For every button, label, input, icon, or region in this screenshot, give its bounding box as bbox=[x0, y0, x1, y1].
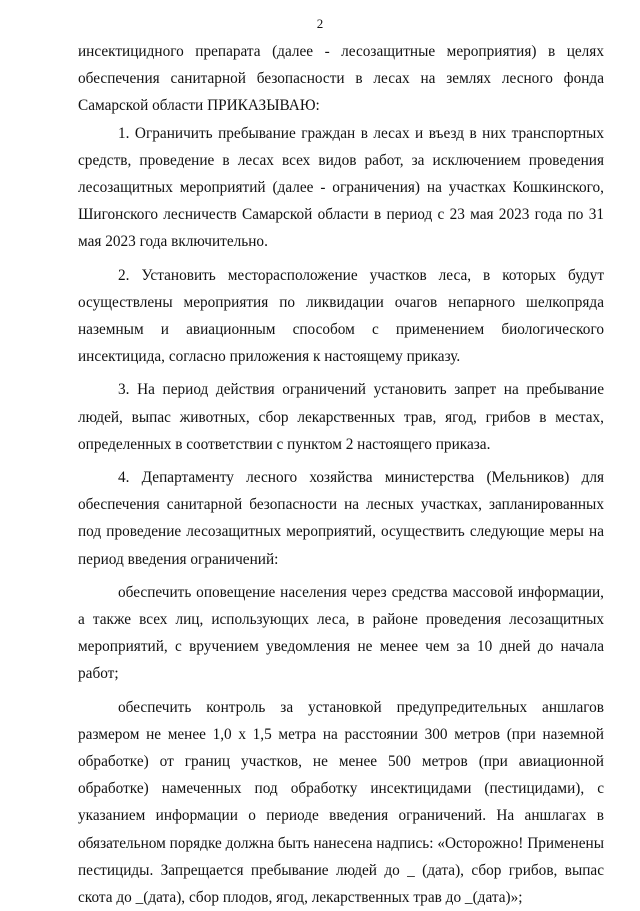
paragraph-measure-notification: обеспечить оповещение населения через средства массовой информации, а также всех лиц, использующих леса, в районе проведения лесозащитных мероприятий, с вручением уведомления не менее чем за 10 дней до начала работ; bbox=[78, 583, 604, 683]
document-body bbox=[78, 38, 604, 911]
paragraph-item-2: 2. Установить месторасположение участков леса, в которых будут осуществлены мероприятия по ликвидации очагов непарного шелкопряда наземным и авиационным способом с применением биологического инсектицида, согласно приложения к настоящему приказу. bbox=[78, 266, 604, 366]
paragraph-item-1: 1. Ограничить пребывание граждан в лесах и въезд в них транспортных средств, проведение в лесах всех видов работ, за исключением проведения лесозащитных мероприятий (далее - ограничения) на участках Кошкинского, Шигонского лесничеств Самарской области в период с 23 мая 2023 года по 31 мая 2023 года включительно. bbox=[78, 124, 604, 251]
paragraph-item-4: 4. Департаменту лесного хозяйства министерства (Мельников) для обеспечения санитарной безопасности на лесных участках, запланированных под проведение лесозащитных мероприятий, осуществить следующие меры на период введения ограничений: bbox=[78, 469, 604, 568]
page-number: 2 bbox=[316, 16, 324, 31]
paragraph-item-3: 3. На период действия ограничений установить запрет на пребывание людей, выпас животных, сбор лекарственных трав, ягод, грибов в местах, определенных в соответствии с пунктом 2 настоящего приказа. bbox=[78, 381, 604, 453]
paragraph-measure-signs: обеспечить контроль за установкой предупредительных аншлагов размером не менее 1,0 х 1,5 метра на расстоянии 300 метров (при наземной обработке) от границ участков, не менее 500 метров (при авиационной обработке) намеченных под обработку инсектицидами (пестицидами), с указанием информации о периоде введения ограничений. На аншлагах в обязательном порядке должна быть нанесена надпись: «Осторожно! Применены пестициды. Запрещается пребывание людей до _ (дата), сбор грибов, выпас скота до _(дата), сбор плодов, ягод, лекарственных трав до _(дата)»; bbox=[78, 698, 604, 907]
paragraph-intro: инсектицидного препарата (далее - лесозащитные мероприятия) в целях обеспечения санитарной безопасности в лесах на землях лесного фонда Самарской области ПРИКАЗЫВАЮ: bbox=[78, 43, 604, 115]
